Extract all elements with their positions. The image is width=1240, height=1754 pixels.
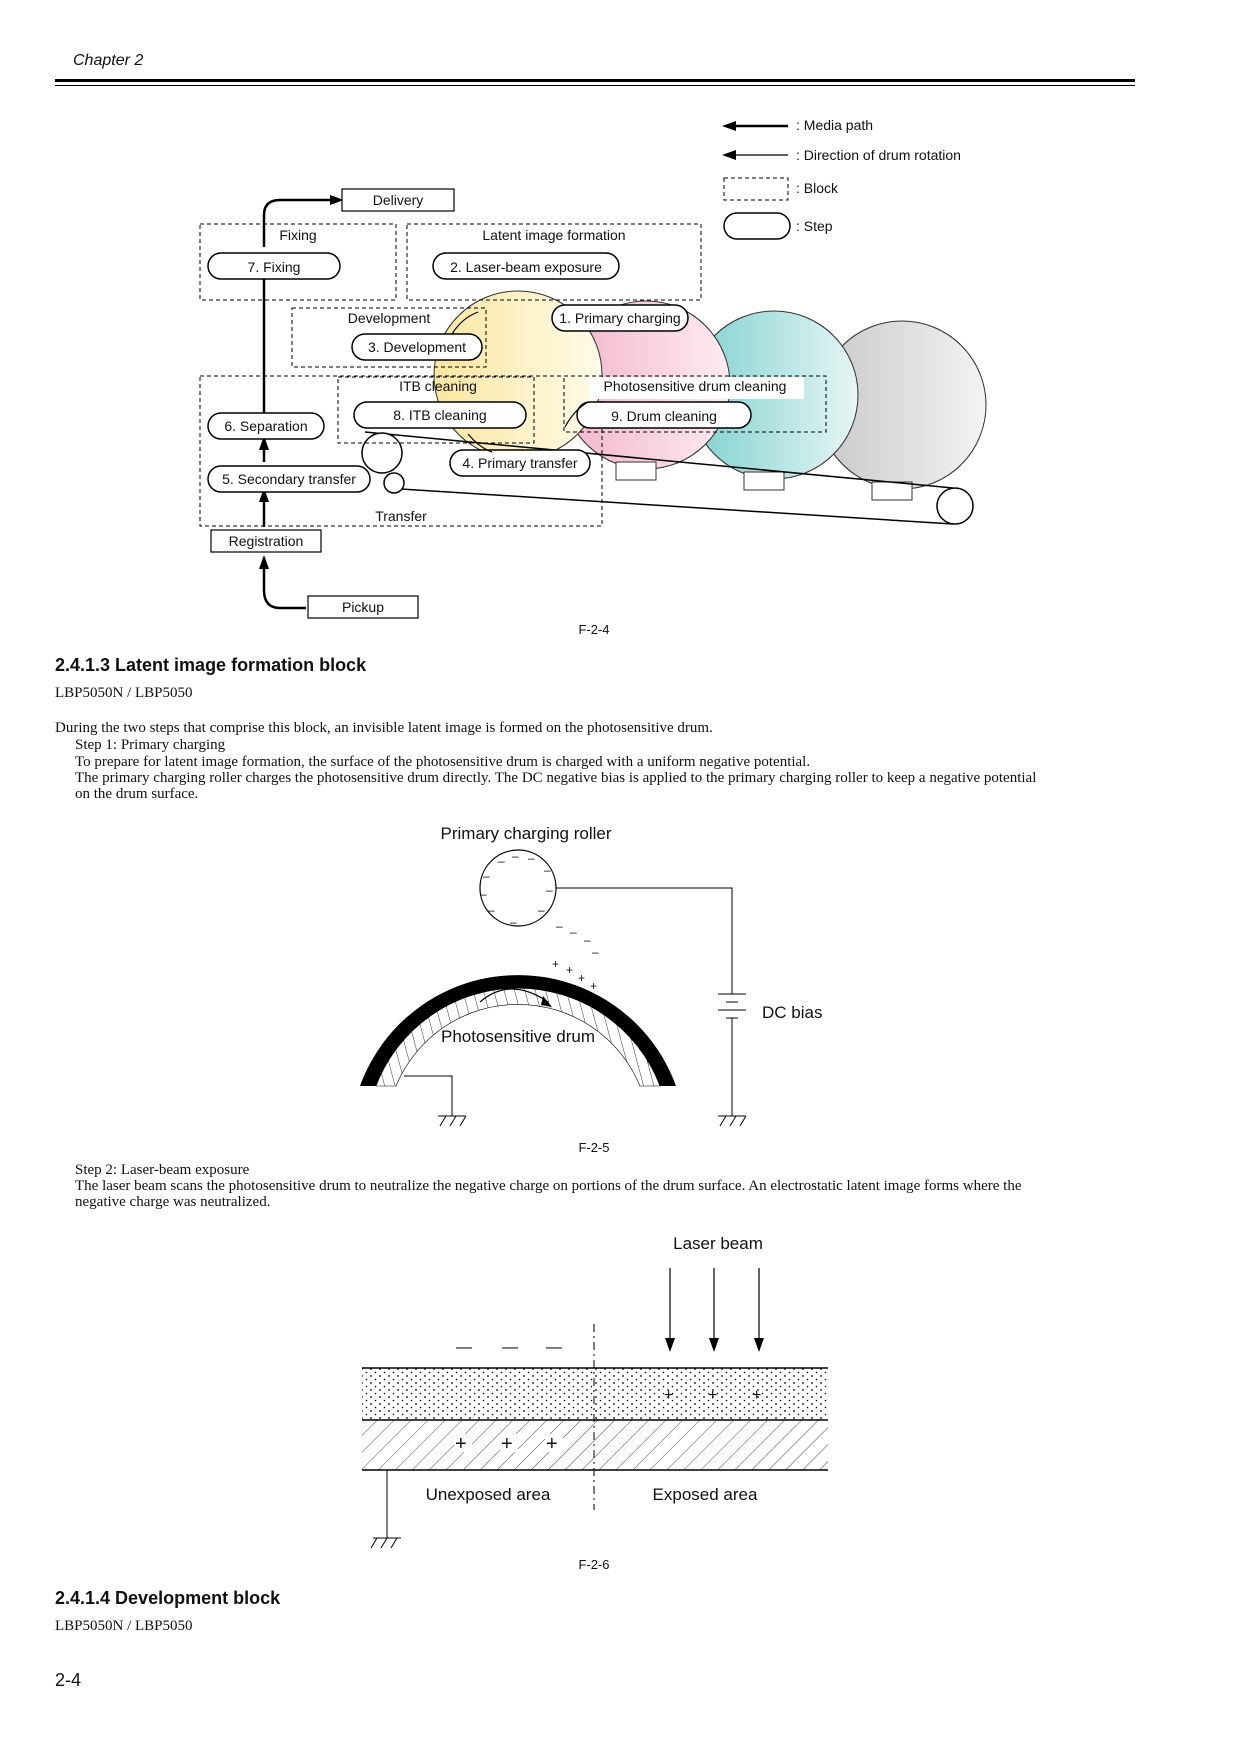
section-heading-development: 2.4.1.4 Development block <box>55 1588 281 1608</box>
step1-para1: To prepare for latent image formation, the surface of the photosensitive drum is charged with a uniform negative potential. <box>75 754 811 770</box>
svg-text:–: – <box>570 925 577 939</box>
svg-text:+: + <box>552 957 560 971</box>
step-5-label: 5. Secondary transfer <box>222 471 356 487</box>
svg-text:+: + <box>590 979 598 993</box>
caption-f-2-5: F-2-5 <box>578 1140 610 1155</box>
step1-para2-cont: on the drum surface. <box>75 786 199 802</box>
step-9-label: 9. Drum cleaning <box>611 408 717 424</box>
svg-text:+: + <box>752 1387 762 1404</box>
svg-text:–: – <box>512 849 519 863</box>
svg-text:+: + <box>455 1433 467 1455</box>
block-label-development: Development <box>347 310 431 326</box>
svg-text:—: — <box>502 1339 518 1356</box>
step-4-label: 4. Primary transfer <box>462 455 578 471</box>
block-label-transfer: Transfer <box>375 508 427 524</box>
caption-f-2-4: F-2-4 <box>578 622 610 637</box>
svg-text:–: – <box>528 851 535 865</box>
svg-text:–: – <box>483 869 490 883</box>
svg-text:+: + <box>664 1387 674 1404</box>
laser-label: Laser beam <box>673 1234 763 1253</box>
svg-text:—: — <box>456 1339 472 1356</box>
process-diagram <box>0 0 1240 640</box>
legend <box>722 117 961 239</box>
model-name: LBP5050N / LBP5050 <box>55 685 193 701</box>
block-label-fixing: Fixing <box>279 227 317 243</box>
drum-label: Photosensitive drum <box>440 1027 596 1046</box>
charging-diagram <box>0 810 1240 1160</box>
svg-text:–: – <box>510 915 517 929</box>
step-7-label: 7. Fixing <box>247 259 301 275</box>
svg-text:–: – <box>498 854 505 868</box>
step-2-label: 2. Laser-beam exposure <box>450 259 602 275</box>
block-label-latent: Latent image formation <box>482 227 626 243</box>
svg-text:—: — <box>546 1339 562 1356</box>
svg-text:–: – <box>546 883 553 897</box>
svg-text:–: – <box>556 919 563 933</box>
step2-para1-cont: negative charge was neutralized. <box>75 1194 271 1210</box>
step-6-label: 6. Separation <box>224 418 308 434</box>
block-label-drum-cleaning: Photosensitive drum cleaning <box>603 378 787 394</box>
legend-block: : Block <box>796 180 839 196</box>
model-name-2: LBP5050N / LBP5050 <box>55 1618 193 1634</box>
svg-text:+: + <box>546 1433 558 1455</box>
step1-para2: The primary charging roller charges the photosensitive drum directly. The DC negative bias is applied to the primary charging roller to keep a negative potential <box>75 770 1037 786</box>
block-label-itb-cleaning: ITB cleaning <box>399 378 477 394</box>
section-intro: During the two steps that comprise this block, an invisible latent image is formed on the photosensitive drum. <box>55 720 713 736</box>
roller-label: Primary charging roller <box>440 824 612 843</box>
svg-text:–: – <box>584 933 591 947</box>
page-number: 2-4 <box>55 1670 82 1690</box>
svg-text:–: – <box>592 945 599 959</box>
unexposed-label: Unexposed area <box>425 1485 551 1504</box>
step-1-label: 1. Primary charging <box>559 310 681 326</box>
svg-text:–: – <box>538 903 545 917</box>
exposure-diagram <box>0 1220 1240 1580</box>
step1-title: Step 1: Primary charging <box>75 737 226 753</box>
exposed-label: Exposed area <box>652 1485 758 1504</box>
drum-base-layer <box>362 1420 828 1470</box>
step2-title: Step 2: Laser-beam exposure <box>75 1162 250 1178</box>
delivery-label: Delivery <box>372 192 424 208</box>
step-8-label: 8. ITB cleaning <box>393 407 487 423</box>
step-3-label: 3. Development <box>367 339 467 355</box>
chapter-label: Chapter 2 <box>73 52 144 69</box>
step2-para1: The laser beam scans the photosensitive drum to neutralize the negative charge on portions of the drum surface. An electrostatic latent image forms where the <box>75 1178 1022 1194</box>
legend-step: : Step <box>796 218 833 234</box>
svg-text:–: – <box>488 903 495 917</box>
pickup-label: Pickup <box>341 599 385 615</box>
svg-text:–: – <box>480 887 487 901</box>
section-heading-latent: 2.4.1.3 Latent image formation block <box>55 655 367 675</box>
svg-text:+: + <box>501 1433 513 1455</box>
caption-f-2-6: F-2-6 <box>578 1557 610 1572</box>
svg-text:+: + <box>578 971 586 985</box>
registration-label: Registration <box>228 533 304 549</box>
legend-drum-rotation: : Direction of drum rotation <box>796 147 961 163</box>
svg-text:+: + <box>708 1387 718 1404</box>
dc-bias-label: DC bias <box>762 1003 823 1022</box>
svg-text:–: – <box>544 863 551 877</box>
svg-text:+: + <box>566 963 574 977</box>
legend-media-path: : Media path <box>796 117 874 133</box>
